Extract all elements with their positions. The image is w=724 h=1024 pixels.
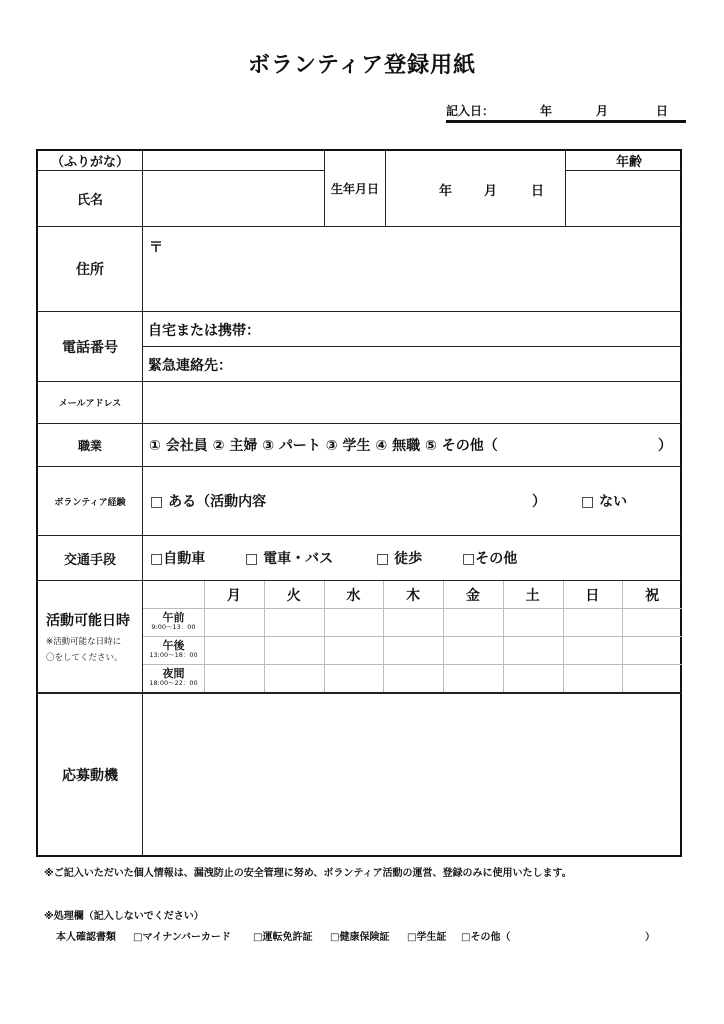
availability-cell[interactable] xyxy=(324,636,384,664)
furigana-label: （ふりがな） xyxy=(50,155,129,170)
occupation-options[interactable]: ① 会社員 ② 主婦 ③ パート ③ 学生 ④ 無職 ⑤ その他（ xyxy=(149,438,498,454)
entry-date-month: 月 xyxy=(596,104,609,118)
birthdate-year: 年 xyxy=(439,184,453,199)
transport-other-checkbox[interactable]: □その他 xyxy=(462,551,518,567)
time-slot-label xyxy=(143,636,204,664)
age-label: 年齢 xyxy=(615,155,642,170)
experience-yes-checkbox[interactable]: □ ある（活動内容 xyxy=(150,494,267,510)
phone-emergency-field[interactable]: 緊急連絡先： xyxy=(148,358,232,374)
birthdate-input[interactable] xyxy=(386,151,565,226)
motivation-label: 応募動機 xyxy=(62,767,118,784)
availability-cell[interactable] xyxy=(503,664,563,692)
availability-cell[interactable] xyxy=(563,664,623,692)
office-use-label: ※処理欄（記入しないでください） xyxy=(44,911,204,922)
day-header: 月 xyxy=(226,587,241,604)
day-header: 水 xyxy=(346,587,361,604)
entry-date-label: 記入日： xyxy=(446,104,495,118)
entry-date-year: 年 xyxy=(540,104,553,118)
motivation-input[interactable] xyxy=(143,694,682,855)
availability-cell[interactable] xyxy=(503,636,563,664)
availability-cell[interactable] xyxy=(204,636,264,664)
birthdate-month: 月 xyxy=(484,184,498,199)
entry-date-day: 日 xyxy=(656,104,669,118)
availability-cell[interactable] xyxy=(264,608,324,636)
phone-home-field[interactable]: 自宅または携帯： xyxy=(148,323,260,339)
availability-cell[interactable] xyxy=(383,664,443,692)
availability-cell[interactable] xyxy=(622,636,682,664)
availability-cell[interactable] xyxy=(264,664,324,692)
experience-label: ボランティア経験 xyxy=(54,497,126,508)
id-doc-other-close: ） xyxy=(645,932,655,943)
experience-no-checkbox[interactable]: □ ない xyxy=(581,494,628,510)
day-header: 木 xyxy=(406,587,421,604)
age-input[interactable] xyxy=(566,171,682,226)
availability-cell[interactable] xyxy=(204,608,264,636)
name-input[interactable] xyxy=(143,171,324,226)
privacy-note: ※ご記入いただいた個人情報は、漏洩防止の安全管理に努め、ボランティア活動の運営、登録のみに使用いたします。 xyxy=(44,868,572,879)
day-header: 火 xyxy=(286,587,301,604)
transport-label: 交通手段 xyxy=(63,552,116,568)
availability-cell[interactable] xyxy=(204,664,264,692)
email-input[interactable] xyxy=(143,382,682,423)
address-label: 住所 xyxy=(76,262,104,278)
availability-cell[interactable] xyxy=(443,608,503,636)
availability-cell[interactable] xyxy=(443,664,503,692)
registration-form-table xyxy=(36,149,682,857)
transport-train-bus-checkbox[interactable]: □ 電車・バス xyxy=(245,551,334,567)
time-slot-range: 13:00～18：00 xyxy=(149,651,198,660)
id-doc-license-checkbox[interactable]: □運転免許証 xyxy=(253,932,313,943)
time-slot-label xyxy=(143,664,204,692)
availability-cell[interactable] xyxy=(383,636,443,664)
day-header: 土 xyxy=(525,587,540,604)
availability-grid xyxy=(143,581,682,692)
availability-cell[interactable] xyxy=(563,608,623,636)
availability-cell[interactable] xyxy=(324,664,384,692)
name-label: 氏名 xyxy=(76,193,103,208)
availability-cell[interactable] xyxy=(443,636,503,664)
availability-label: 活動可能日時 xyxy=(46,613,130,629)
id-doc-other-checkbox[interactable]: □その他（ xyxy=(461,932,511,943)
postal-mark: 〒 xyxy=(149,240,163,256)
id-docs-label: 本人確認書類 xyxy=(56,932,116,943)
transport-walk-checkbox[interactable]: □ 徒歩 xyxy=(376,551,423,567)
phone-label: 電話番号 xyxy=(62,339,118,356)
day-header: 金 xyxy=(465,587,480,604)
time-slot-name: 夜間 xyxy=(162,667,185,681)
entry-date-field[interactable] xyxy=(446,98,686,123)
time-slot-range: 9:00～13：00 xyxy=(151,623,196,632)
birthdate-day: 日 xyxy=(531,184,545,199)
furigana-input[interactable] xyxy=(143,151,324,170)
time-slot-name: 午前 xyxy=(162,611,185,625)
time-slot-range: 18:00～22：00 xyxy=(149,679,198,688)
availability-cell[interactable] xyxy=(622,664,682,692)
availability-cell[interactable] xyxy=(563,636,623,664)
availability-label-cell xyxy=(38,581,142,692)
day-header: 日 xyxy=(585,587,600,604)
availability-cell[interactable] xyxy=(324,608,384,636)
time-slot-name: 午後 xyxy=(162,639,185,653)
experience-close: ） xyxy=(532,494,546,510)
id-doc-insurance-checkbox[interactable]: □健康保険証 xyxy=(330,932,390,943)
availability-cell[interactable] xyxy=(503,608,563,636)
availability-note-2: 〇をしてください。 xyxy=(46,653,123,663)
occupation-label: 職業 xyxy=(77,438,102,453)
divider xyxy=(142,346,682,347)
birthdate-label: 生年月日 xyxy=(330,182,379,196)
occupation-close: ） xyxy=(658,438,672,454)
id-doc-mynumber-checkbox[interactable]: □マイナンバーカード xyxy=(133,932,231,943)
availability-note-1: ※活動可能な日時に xyxy=(46,637,122,647)
address-input[interactable] xyxy=(143,227,682,311)
day-header: 祝 xyxy=(645,587,660,604)
id-doc-student-checkbox[interactable]: □学生証 xyxy=(407,932,447,943)
email-label: メールアドレス xyxy=(58,399,122,409)
time-slot-label xyxy=(143,608,204,636)
availability-cell[interactable] xyxy=(622,608,682,636)
availability-cell[interactable] xyxy=(383,608,443,636)
availability-cell[interactable] xyxy=(264,636,324,664)
page-title: ボランティア登録用紙 xyxy=(247,53,477,78)
transport-car-checkbox[interactable]: □自動車 xyxy=(150,551,206,567)
